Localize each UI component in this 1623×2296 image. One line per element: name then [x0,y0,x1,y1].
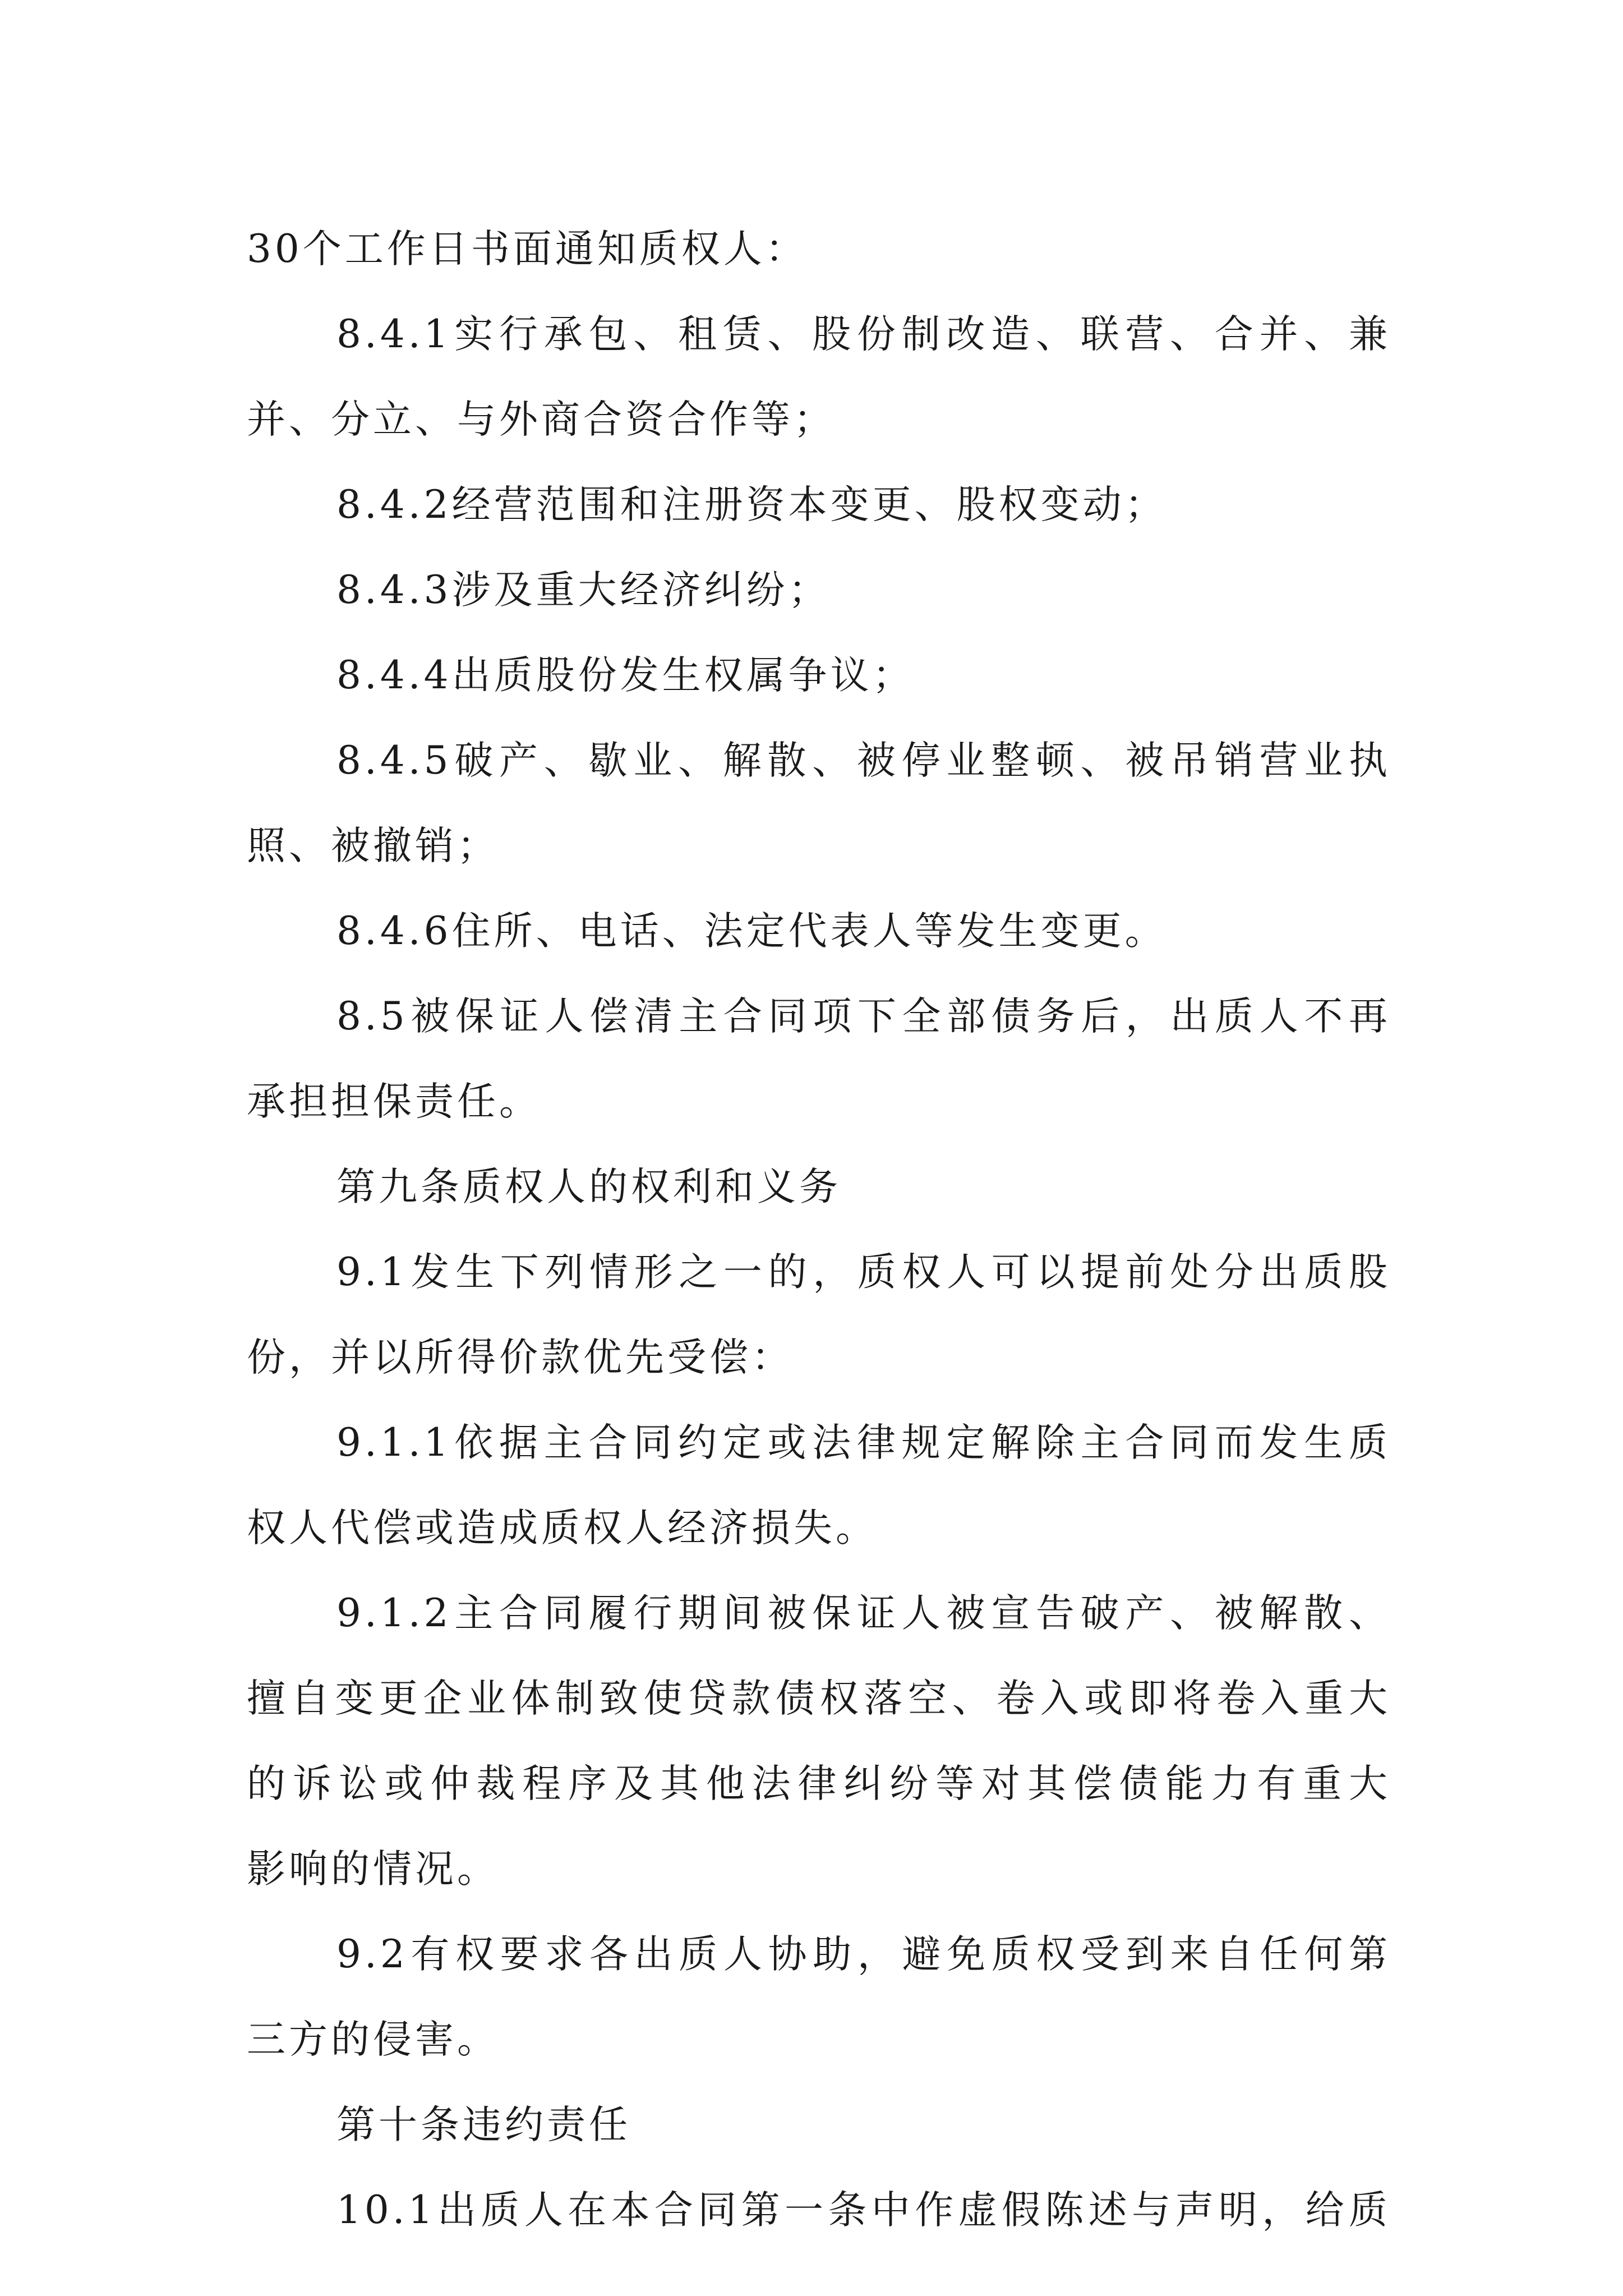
text-line: 9.1.1依据主合同约定或法律规定解除主合同而发生质 [336,1420,1391,1465]
text-line: 9.1.2主合同履行期间被保证人被宣告破产、被解散、 [336,1591,1391,1636]
text-line: 8.4.6住所、电话、法定代表人等发生变更。 [336,909,1167,954]
text-line: 8.4.4出质股份发生权属争议； [336,653,915,698]
text-line: 权人代偿或造成质权人经济损失。 [247,1506,878,1550]
text-line: 影响的情况。 [247,1847,499,1892]
text-line: 9.1发生下列情形之一的，质权人可以提前处分出质股 [336,1250,1391,1295]
text-line: 第九条质权人的权利和义务 [336,1165,841,1209]
text-line: 8.5被保证人偿清主合同项下全部债务后，出质人不再 [336,994,1391,1039]
text-line: 8.4.5破产、歇业、解散、被停业整顿、被吊销营业执 [336,738,1391,783]
document-body [247,206,1391,2253]
text-line: 8.4.2经营范围和注册资本变更、股权变动； [336,482,1167,527]
text-line: 份，并以所得价款优先受偿： [247,1335,794,1380]
text-line: 第十条违约责任 [336,2102,631,2147]
text-line: 并、分立、与外商合资合作等； [247,397,836,442]
text-line: 擅自变更企业体制致使贷款债权落空、卷入或即将卷入重大 [247,1676,1391,1721]
text-line: 10.1出质人在本合同第一条中作虚假陈述与声明，给质 [336,2188,1391,2233]
text-line: 9.2有权要求各出质人协助，避免质权受到来自任何第 [336,1932,1391,1977]
text-line: 8.4.1实行承包、租赁、股份制改造、联营、合并、兼 [336,312,1391,357]
text-line: 三方的侵害。 [247,2017,499,2062]
text-line: 承担担保责任。 [247,1079,541,1124]
text-line: 8.4.3涉及重大经济纠纷； [336,568,831,613]
text-line: 的诉讼或仲裁程序及其他法律纠纷等对其偿债能力有重大 [247,1761,1391,1806]
text-line: 照、被撤销； [247,823,499,868]
text-line: 30个工作日书面通知质权人： [247,227,808,272]
